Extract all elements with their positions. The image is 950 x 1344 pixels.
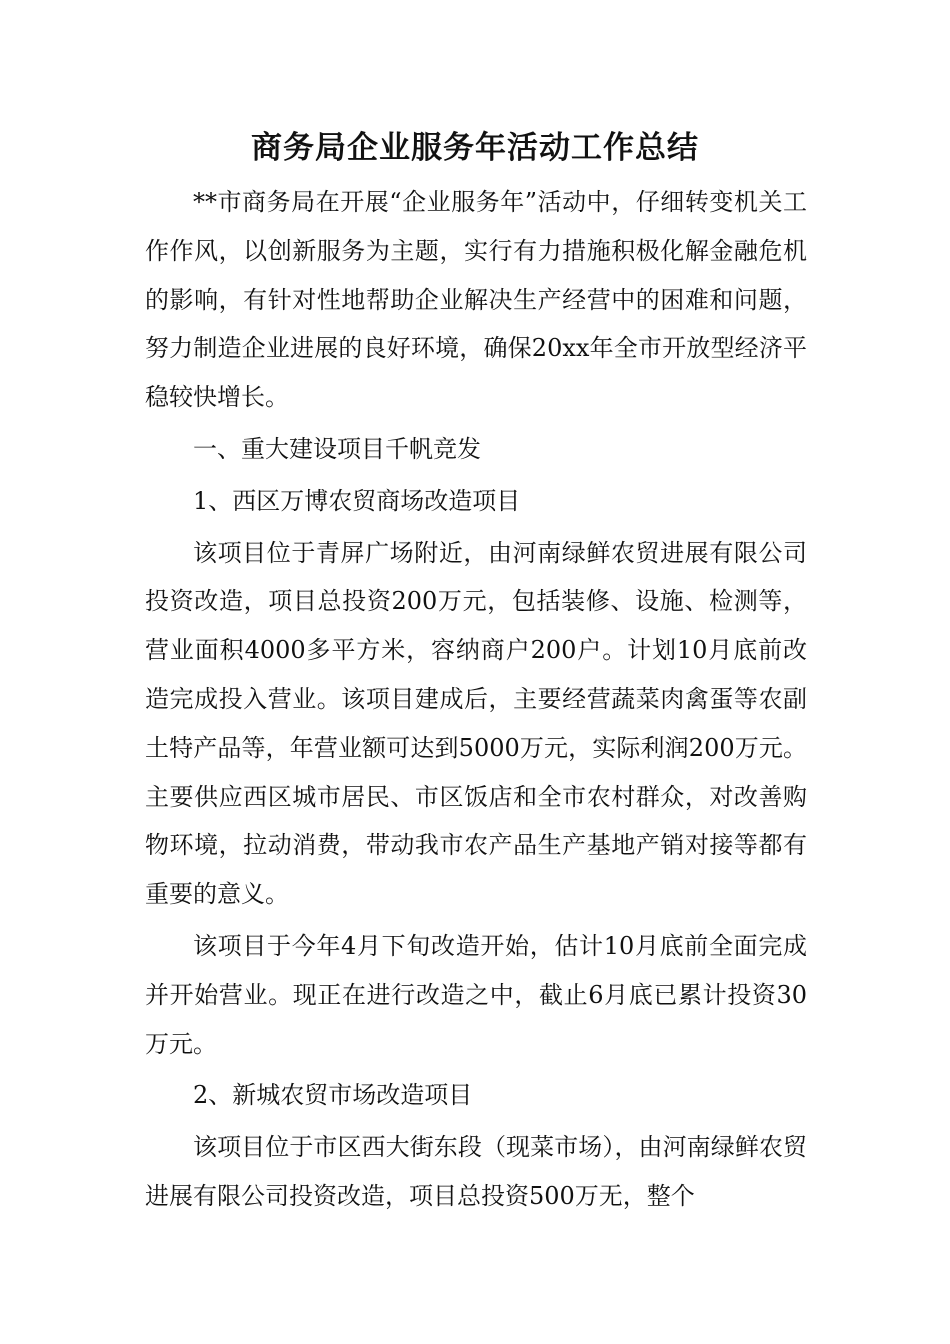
- paragraph-wanbo-details: 该项目位于青屏广场附近，由河南绿鲜农贸进展有限公司投资改造，项目总投资200万元，包括装修、设施、检测等，营业面积4000多平方米，容纳商户200户。计划10月底前改造完成投入营业。该项目建成后，主要经营蔬菜肉禽蛋等农副土特产品等，年营业额可达到5000万元，实际利润200万元。主要供应西区城市居民、市区饭店和全市农村群众，对改善购物环境，拉动消费，带动我市农产品生产基地产销对接等都有重要的意义。: [145, 538, 807, 909]
- document-body: [145, 178, 807, 1221]
- document-title: 商务局企业服务年活动工作总结: [251, 130, 699, 166]
- intro-paragraph: **市商务局在开展“企业服务年”活动中，仔细转变机关工作作风，以创新服务为主题，实行有力措施积极化解金融危机的影响，有针对性地帮助企业解决生产经营中的困难和问题，努力制造企业进展的良好环境，确保20xx年全市开放型经济平稳较快增长。: [145, 188, 807, 412]
- subheading-xincheng-market: 2、新城农贸市场改造项目: [193, 1081, 473, 1110]
- subheading-wanbo-market: 1、西区万博农贸商场改造项目: [193, 486, 521, 515]
- section-heading-major-projects: 一、重大建设项目千帆竞发: [193, 434, 481, 463]
- paragraph-wanbo-progress: 该项目于今年4月下旬改造开始，估计10月底前全面完成并开始营业。现正在进行改造之中，截止6月底已累计投资30万元。: [145, 931, 807, 1058]
- paragraph-xincheng-details: 该项目位于市区西大街东段（现菜市场），由河南绿鲜农贸进展有限公司投资改造，项目总投资500万无，整个: [145, 1133, 807, 1210]
